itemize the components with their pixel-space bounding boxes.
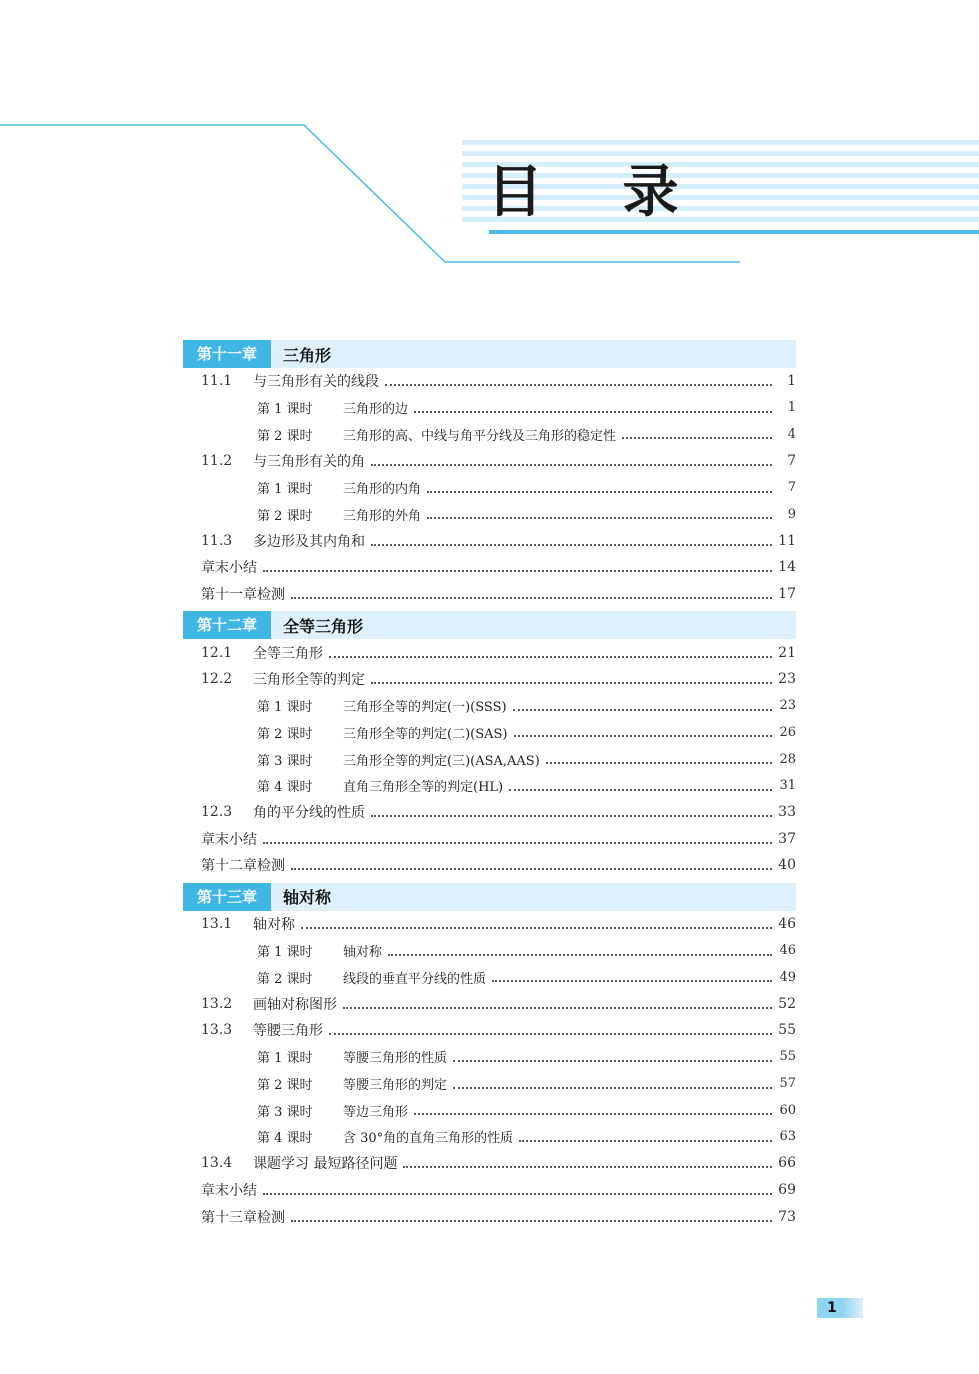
chapter-title: 轴对称 [283,888,332,908]
dot-leader [263,570,772,572]
dot-leader [622,437,772,439]
header-decoration [0,0,979,300]
entry-title: 轴对称 [253,916,295,933]
chapter-number: 第十三章 [183,883,271,911]
dot-leader [427,491,772,493]
entry-page-number: 7 [787,480,796,496]
toc-entry[interactable] [183,368,796,395]
entry-page-number: 55 [779,1049,796,1065]
entry-title: 多边形及其内角和 [253,533,365,550]
dot-leader [343,1007,772,1009]
entry-title: 三角形全等的判定(一)(SSS) [343,700,507,716]
section-number: 13.3 [201,1022,233,1039]
dot-leader [414,1113,772,1115]
lesson-label: 第 1 课时 [257,945,313,961]
entry-title: 三角形全等的判定(二)(SAS) [343,726,508,742]
entry-title: 章末小结 [201,831,257,848]
toc-entry[interactable] [183,581,796,608]
dot-leader [291,597,772,599]
section-number: 12.2 [201,671,233,688]
entry-page-number: 46 [778,915,796,932]
dot-leader [371,815,772,817]
toc-entry[interactable] [183,799,796,826]
toc-entry[interactable] [183,501,796,528]
entry-page-number: 31 [779,778,796,794]
entry-page-number: 40 [778,857,796,874]
entry-page-number: 4 [787,426,796,442]
chapter-title: 三角形 [283,345,332,365]
toc-entry[interactable] [183,1203,796,1230]
toc-entry[interactable] [183,964,796,991]
entry-title: 第十一章检测 [201,587,285,604]
lesson-label: 第 4 课时 [257,1131,313,1147]
lesson-label: 第 2 课时 [257,508,313,524]
entry-title: 等边三角形 [343,1104,409,1120]
toc-entry[interactable] [183,1017,796,1044]
toc-entry[interactable] [183,937,796,964]
toc-entry[interactable] [183,746,796,773]
page-title: 目 录 [487,160,709,225]
entry-page-number: 28 [779,751,796,767]
toc-entry[interactable] [183,852,796,879]
toc-entry[interactable] [183,772,796,799]
toc-entry[interactable] [183,693,796,720]
entry-page-number: 17 [778,586,796,603]
dot-leader [514,735,773,737]
header-rule-thick [489,230,979,234]
entry-title: 含 30°角的直角三角形的性质 [343,1131,514,1147]
entry-page-number: 46 [779,943,796,959]
entry-title: 课题学习 最短路径问题 [253,1156,398,1173]
toc-entry[interactable] [183,554,796,581]
toc-entry[interactable] [183,1070,796,1097]
entry-title: 角的平分线的性质 [253,805,365,822]
toc-entry[interactable] [183,1044,796,1071]
lesson-label: 第 3 课时 [257,1104,313,1120]
dot-leader [546,762,772,764]
lesson-label: 第 1 课时 [257,402,313,418]
entry-page-number: 11 [778,532,796,549]
entry-title: 章末小结 [201,560,257,577]
dot-leader [427,517,772,519]
chapter-header [183,340,796,368]
lesson-label: 第 2 课时 [257,726,313,742]
entry-page-number: 69 [778,1181,796,1198]
entry-title: 轴对称 [343,945,383,961]
dot-leader [453,1060,772,1062]
entry-title: 三角形的边 [343,402,409,418]
dot-leader [291,868,772,870]
section-number: 12.3 [201,804,233,821]
entry-page-number: 33 [778,804,796,821]
entry-title: 三角形的内角 [343,482,422,498]
page-number: 1 [817,1298,863,1318]
chapter-number: 第十二章 [183,611,271,639]
toc-entry[interactable] [183,1123,796,1150]
lesson-label: 第 3 课时 [257,753,313,769]
dot-leader [329,1033,772,1035]
dot-leader [414,411,772,413]
toc-entry[interactable] [183,911,796,938]
entry-page-number: 55 [778,1022,796,1039]
dot-leader [403,1166,772,1168]
entry-title: 线段的垂直平分线的性质 [343,971,487,987]
entry-page-number: 57 [779,1076,796,1092]
lesson-label: 第 2 课时 [257,428,313,444]
chapter-number: 第十一章 [183,340,271,368]
toc-entry[interactable] [183,395,796,422]
entry-page-number: 49 [779,969,796,985]
entry-title: 画轴对称图形 [253,996,337,1013]
entry-page-number: 1 [787,373,796,390]
lesson-label: 第 2 课时 [257,971,313,987]
toc-entry[interactable] [183,421,796,448]
dot-leader [371,544,772,546]
entry-title: 第十二章检测 [201,858,285,875]
dot-leader [329,656,772,658]
entry-title: 第十三章检测 [201,1209,285,1226]
section-number: 13.4 [201,1155,233,1172]
toc-entry[interactable] [183,448,796,475]
dot-leader [385,384,772,386]
entry-title: 三角形全等的判定 [253,672,365,689]
toc-entry[interactable] [183,826,796,853]
entry-page-number: 63 [779,1129,796,1145]
entry-page-number: 73 [778,1208,796,1225]
entry-page-number: 14 [778,559,796,576]
section-number: 11.2 [201,453,233,470]
dot-leader [388,954,772,956]
dot-leader [291,1220,772,1222]
toc-entry[interactable] [183,639,796,666]
lesson-label: 第 1 课时 [257,1051,313,1067]
entry-page-number: 23 [778,671,796,688]
entry-title: 三角形的高、中线与角平分线及三角形的稳定性 [343,428,617,444]
toc-entry[interactable] [183,1097,796,1124]
entry-page-number: 52 [778,995,796,1012]
lesson-label: 第 4 课时 [257,780,313,796]
entry-title: 全等三角形 [253,645,323,662]
toc-entry[interactable] [183,528,796,555]
dot-leader [371,682,772,684]
lesson-label: 第 1 课时 [257,700,313,716]
toc-entry[interactable] [183,990,796,1017]
entry-title: 等腰三角形的判定 [343,1078,448,1094]
section-number: 11.1 [201,373,233,390]
entry-title: 等腰三角形的性质 [343,1051,448,1067]
entry-page-number: 9 [787,506,796,522]
chapter-header [183,883,796,911]
dot-leader [453,1087,772,1089]
chapter-header [183,611,796,639]
toc-entry[interactable] [183,719,796,746]
toc-entry[interactable] [183,1177,796,1204]
toc-entry[interactable] [183,1150,796,1177]
dot-leader [513,709,772,711]
entry-page-number: 7 [787,453,796,470]
entry-page-number: 37 [778,830,796,847]
entry-page-number: 66 [778,1155,796,1172]
dot-leader [492,980,772,982]
dot-leader [301,927,772,929]
section-number: 13.2 [201,995,233,1012]
entry-title: 直角三角形全等的判定(HL) [343,780,504,796]
dot-leader [263,842,772,844]
entry-title: 与三角形有关的角 [253,454,365,471]
toc-entry[interactable] [183,666,796,693]
section-number: 11.3 [201,532,233,549]
entry-page-number: 1 [787,400,796,416]
dot-leader [519,1140,772,1142]
entry-title: 等腰三角形 [253,1023,323,1040]
entry-page-number: 26 [779,724,796,740]
section-number: 13.1 [201,915,233,932]
entry-title: 与三角形有关的线段 [253,374,379,391]
lesson-label: 第 2 课时 [257,1078,313,1094]
chapter-title: 全等三角形 [283,616,364,636]
entry-title: 章末小结 [201,1182,257,1199]
table-of-contents [183,340,796,1230]
dot-leader [509,789,772,791]
dot-leader [263,1193,772,1195]
toc-entry[interactable] [183,474,796,501]
entry-page-number: 60 [779,1102,796,1118]
lesson-label: 第 1 课时 [257,482,313,498]
entry-page-number: 23 [779,698,796,714]
entry-page-number: 21 [778,644,796,661]
section-number: 12.1 [201,644,233,661]
entry-title: 三角形的外角 [343,508,422,524]
entry-title: 三角形全等的判定(三)(ASA,AAS) [343,753,540,769]
dot-leader [371,464,772,466]
